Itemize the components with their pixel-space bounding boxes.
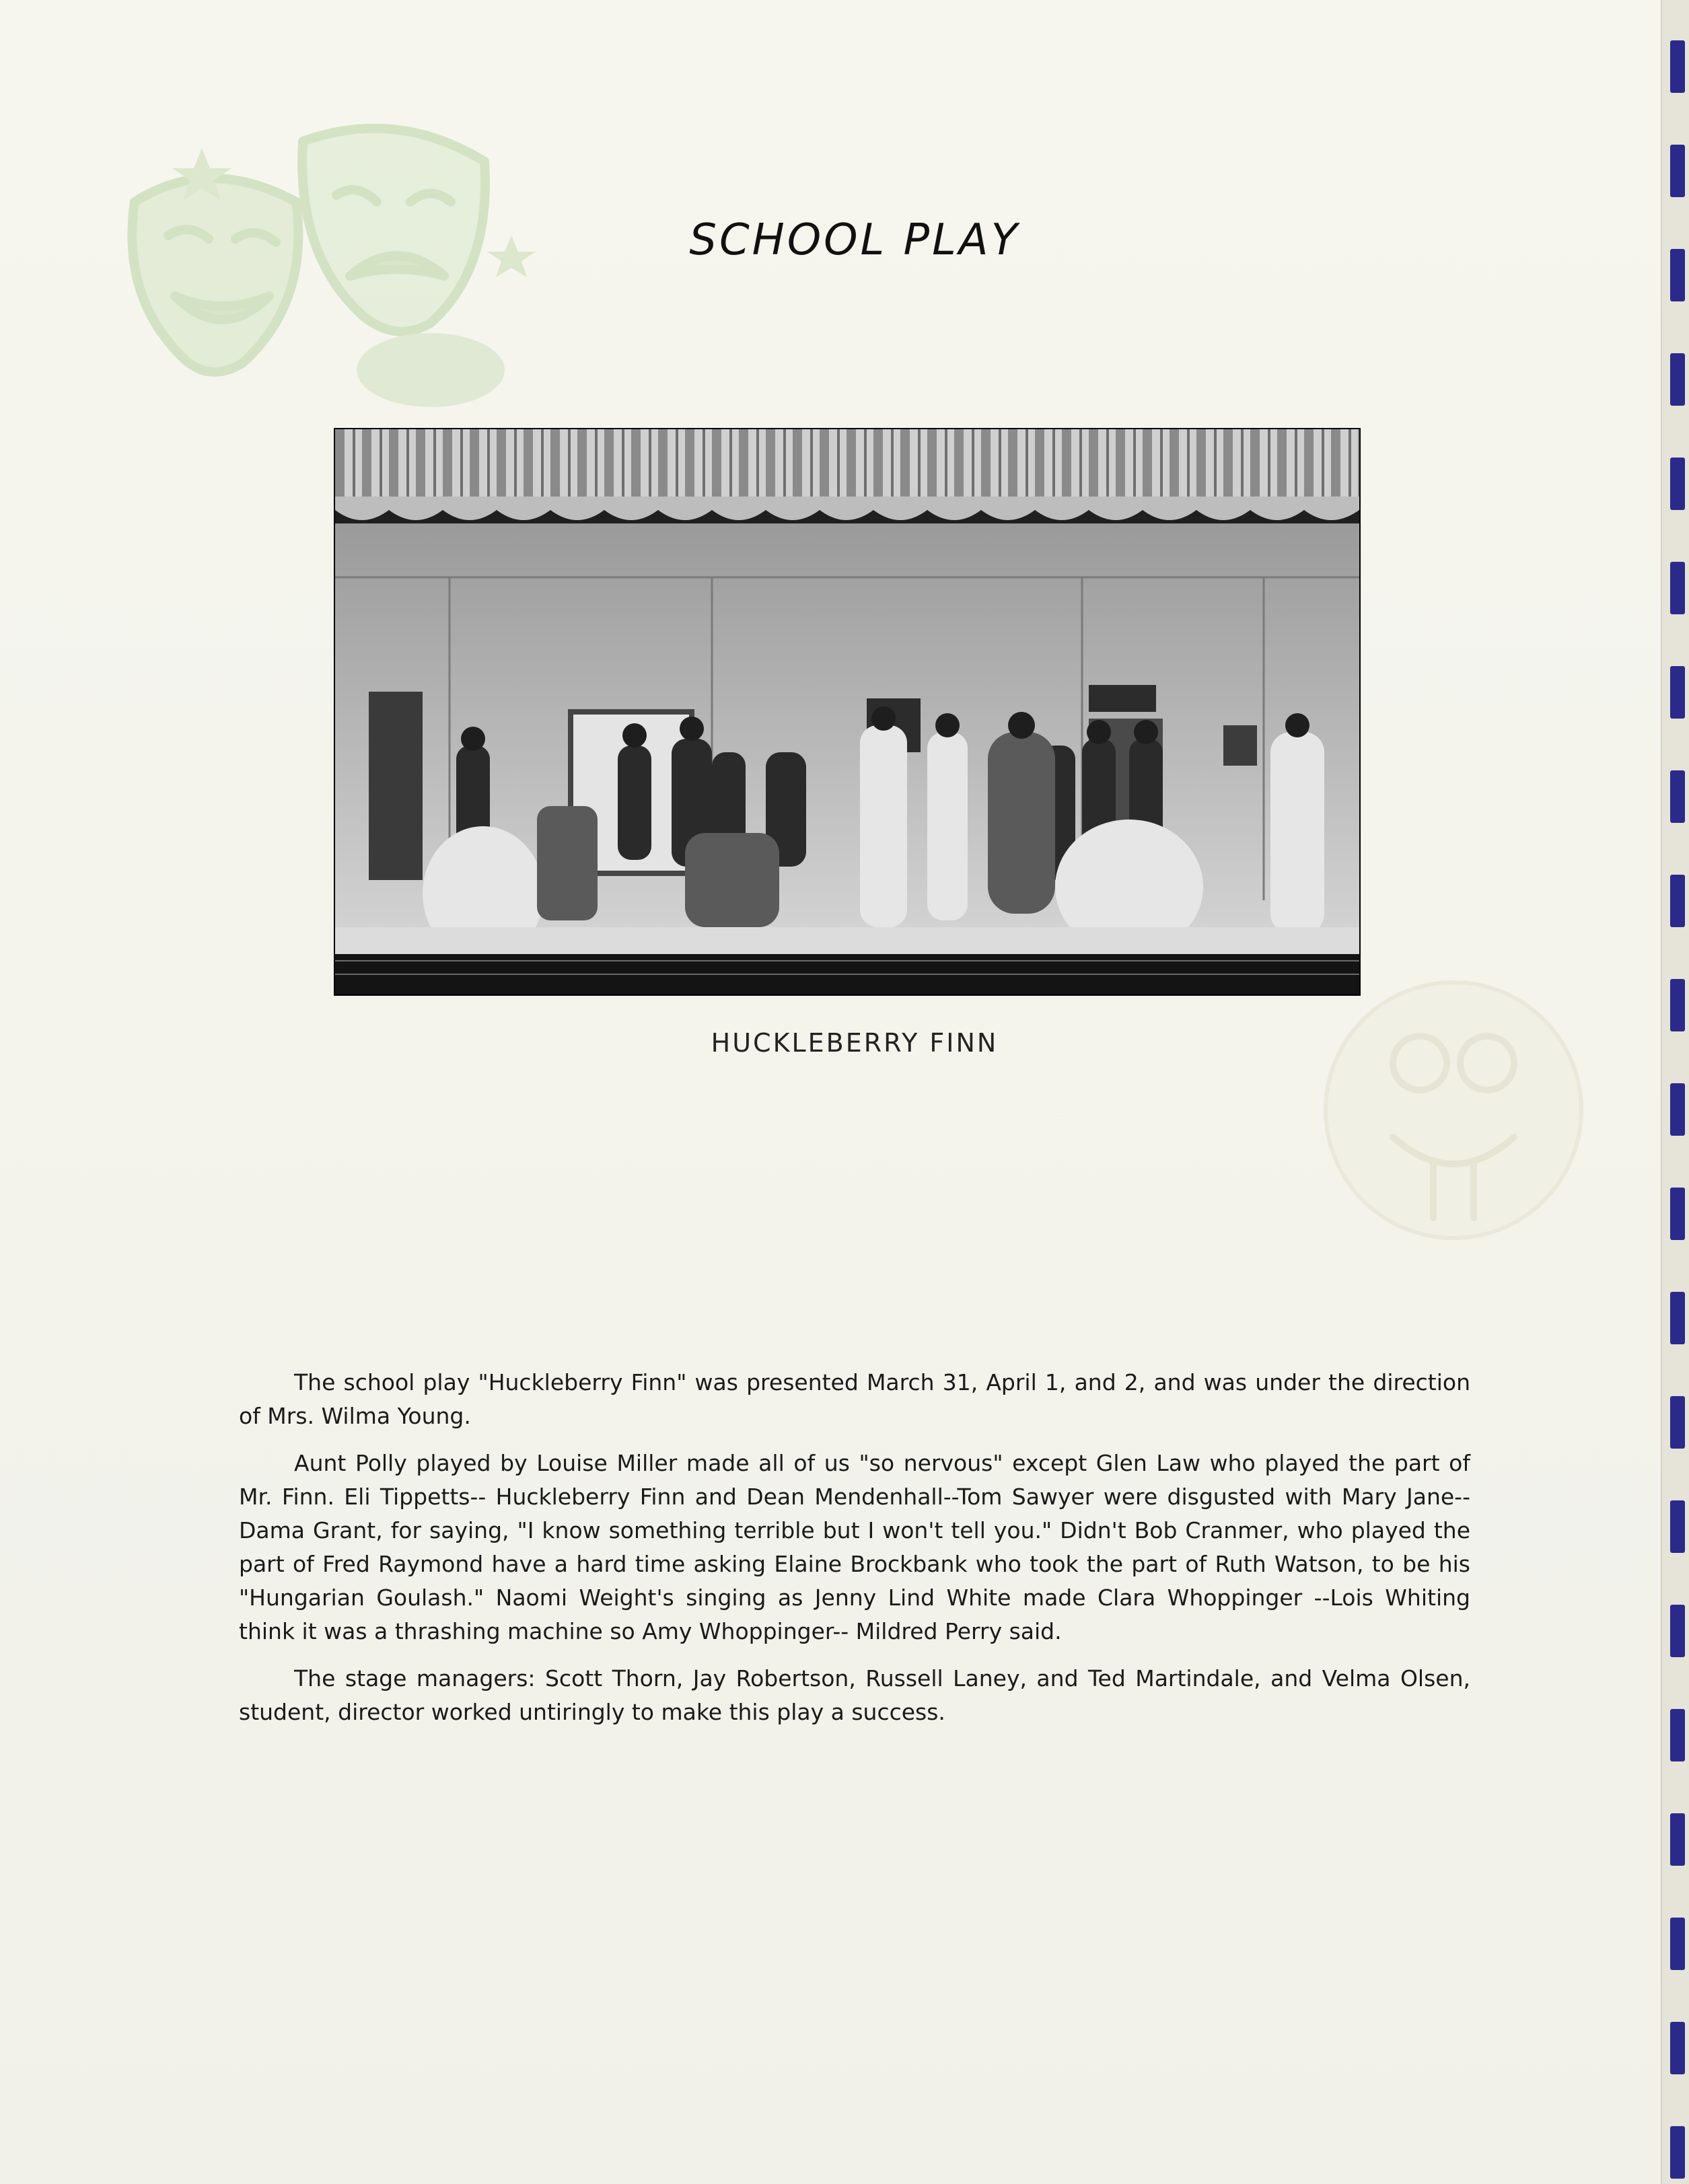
binding-ring	[1670, 562, 1685, 614]
binding-ring	[1670, 1709, 1685, 1761]
binding-ring	[1670, 875, 1685, 927]
paragraph-intro: The school play "Huckleberry Finn" was presented March 31, April 1, and 2, and was under the direction of Mrs. Wilma Young.	[239, 1369, 1470, 1429]
binding-ring	[1670, 1292, 1685, 1344]
binding-ring	[1670, 1188, 1685, 1240]
binding-ring	[1670, 666, 1685, 719]
binding-ring	[1670, 1605, 1685, 1657]
binding-ring	[1670, 353, 1685, 406]
stage-photo	[334, 428, 1361, 996]
binding-ring	[1670, 145, 1685, 197]
binding-ring	[1670, 979, 1685, 1031]
binding-ring	[1670, 2022, 1685, 2074]
binding-ring	[1670, 249, 1685, 301]
binding-ring	[1670, 2126, 1685, 2179]
binding-ring	[1670, 1813, 1685, 1866]
binding-ring	[1670, 1396, 1685, 1449]
photo-caption: HUCKLEBERRY FINN	[711, 1028, 999, 1058]
binding-ring	[1670, 1500, 1685, 1553]
page-title: SCHOOL PLAY	[689, 215, 1020, 265]
paragraph-stage-managers: The stage managers: Scott Thorn, Jay Robertson, Russell Laney, and Ted Martindale, and Velma Olsen, student, director worked untiringly to make this play a success.	[239, 1665, 1470, 1725]
spiral-binding	[1661, 0, 1689, 2184]
binding-ring	[1670, 40, 1685, 93]
binding-ring	[1670, 1918, 1685, 1970]
article-body	[239, 1366, 1470, 1743]
binding-ring	[1670, 1083, 1685, 1136]
binding-ring	[1670, 770, 1685, 823]
drama-emblem-icon	[1312, 962, 1595, 1258]
binding-ring	[1670, 458, 1685, 510]
paragraph-cast: Aunt Polly played by Louise Miller made all of us "so nervous" except Glen Law who played the part of Mr. Finn. Eli Tippetts-- Huckleberry Finn and Dean Mendenhall--Tom Sawyer were disgusted with Mary Jane--Dama Grant, for saying, "I know something terrible but I won't tell you." Didn't Bob Cranmer, who played the part of Fred Raymond have a hard time asking Elaine Brockbank who took the part of Ruth Watson, to be his "Hungarian Goulash." Naomi Weight's singing as Jenny Lind White made Clara Whoppinger --Lois Whiting think it was a thrashing machine so Amy Whoppinger-- Mildred Perry said.	[239, 1450, 1470, 1644]
